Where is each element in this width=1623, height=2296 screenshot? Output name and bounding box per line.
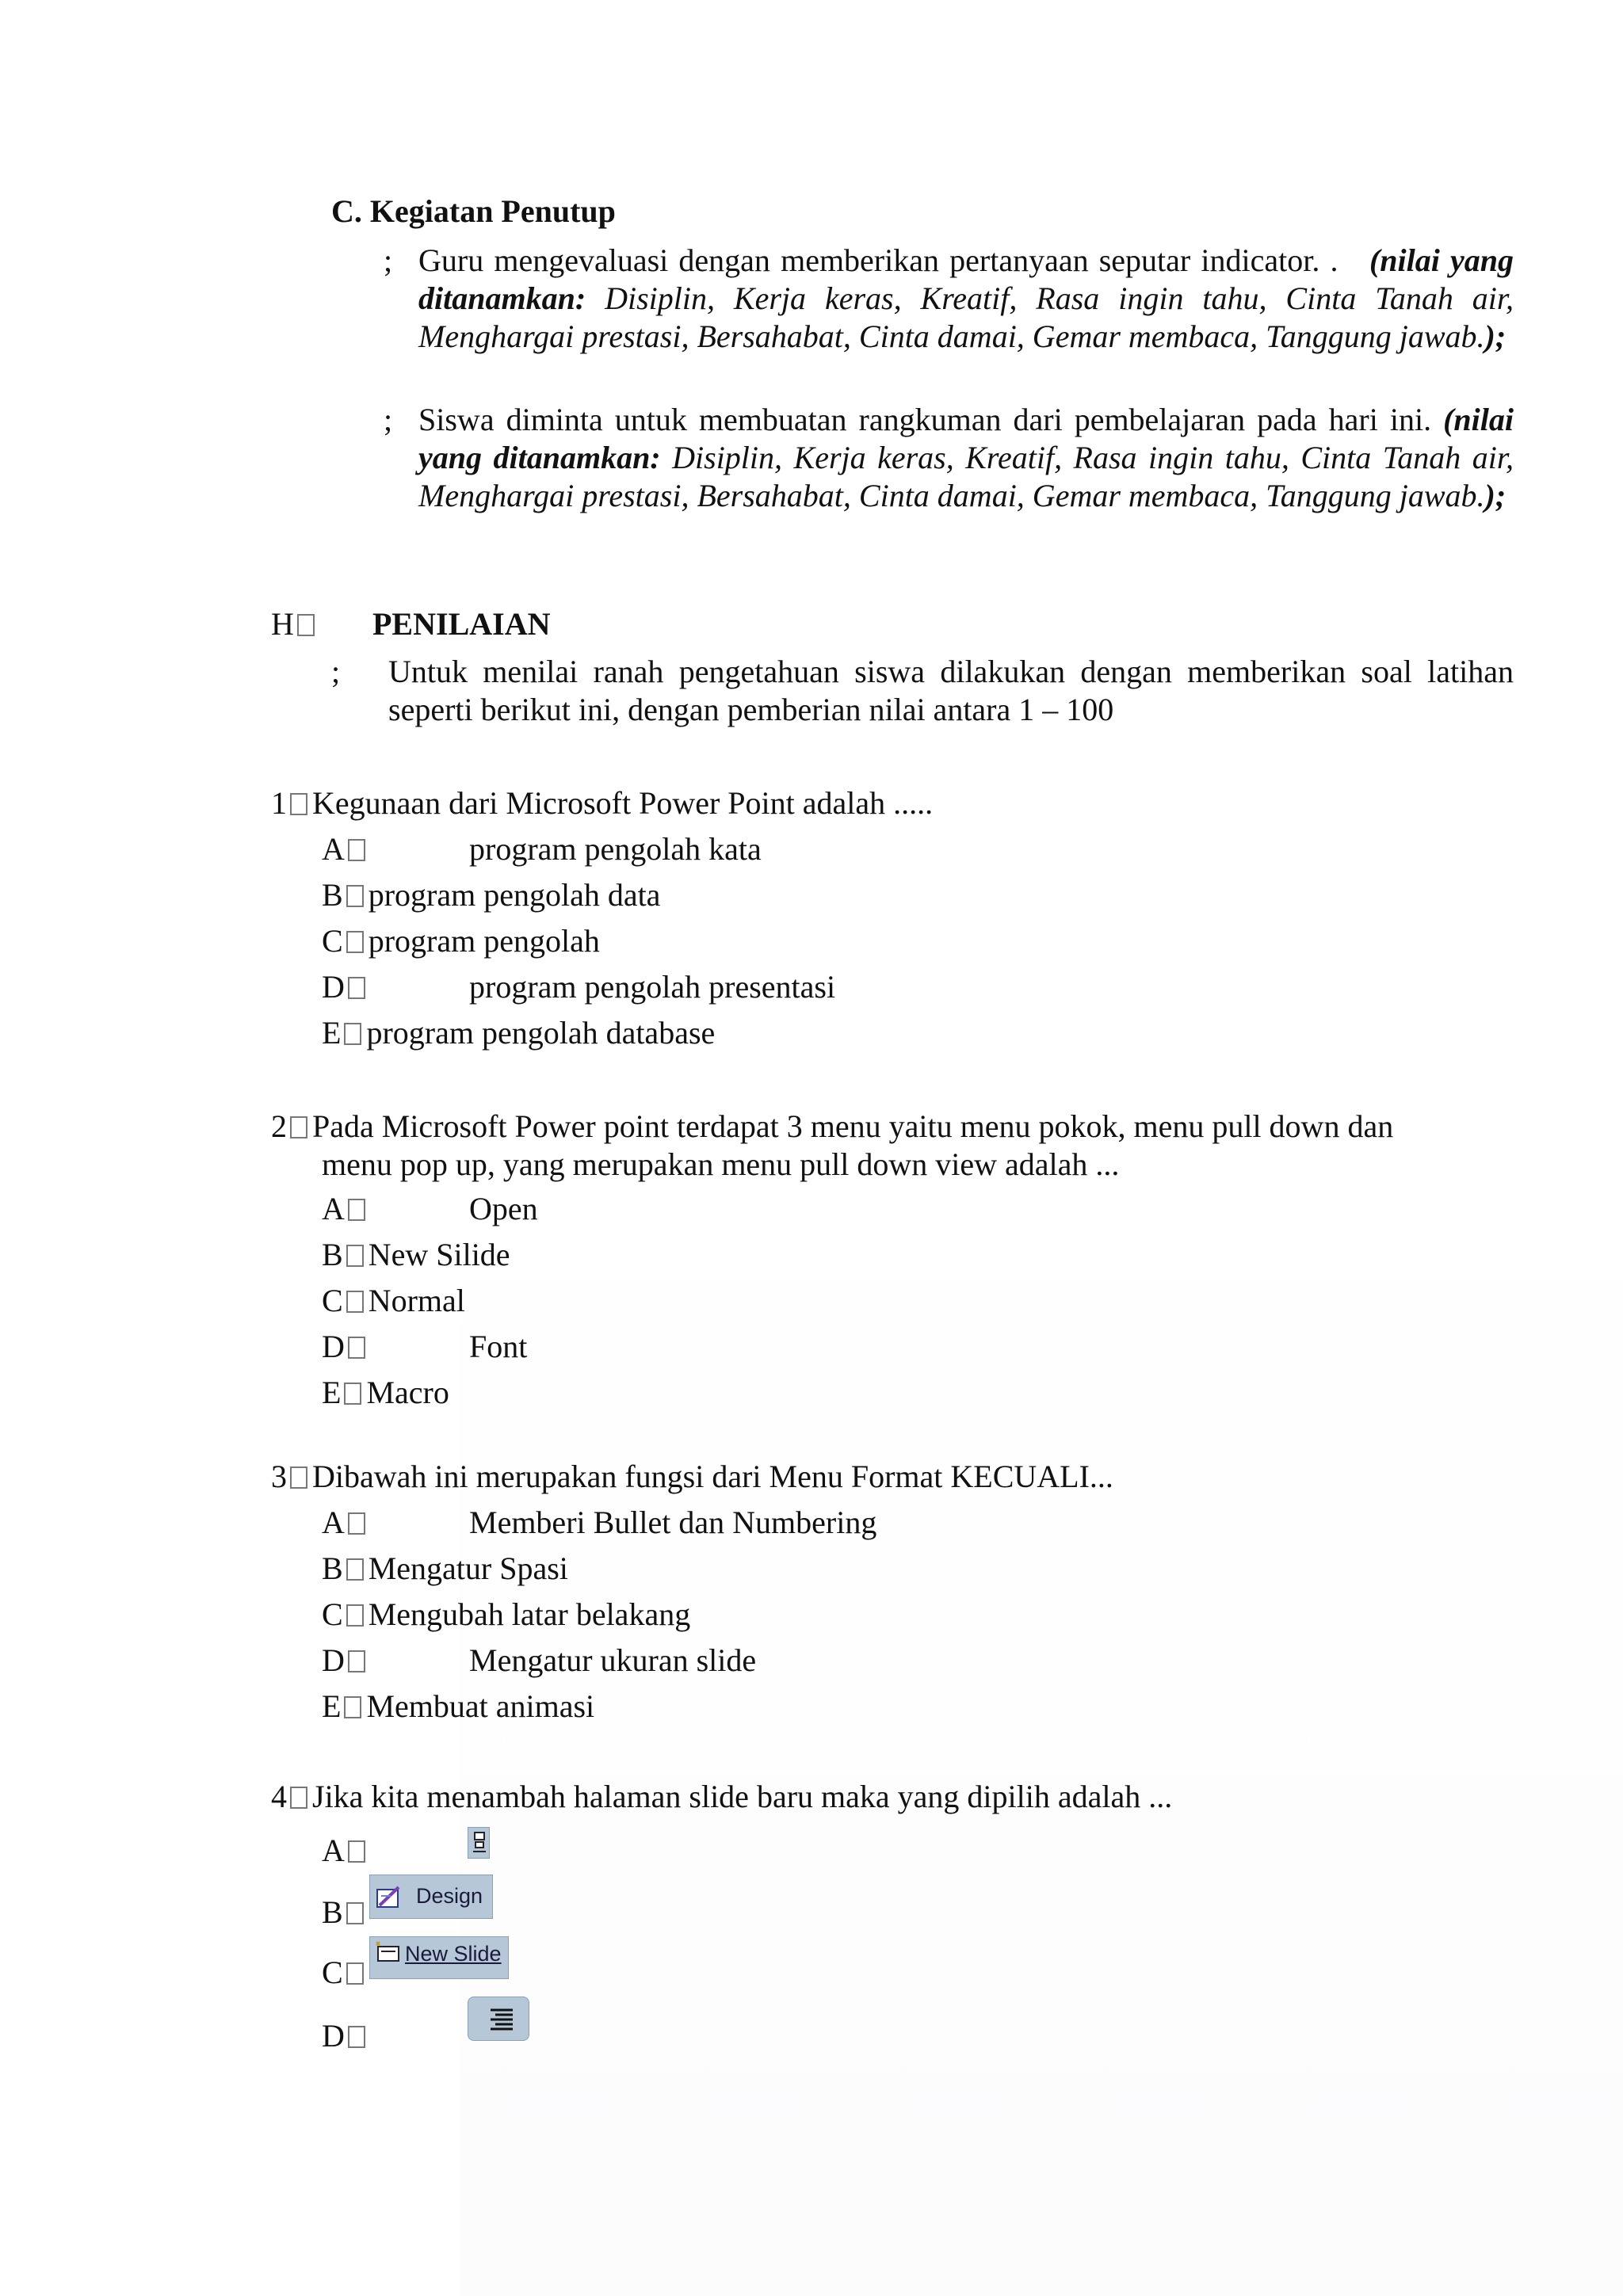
option-4c: C xyxy=(322,1954,369,1992)
placeholder-glyph xyxy=(290,1116,307,1138)
placeholder-glyph xyxy=(346,885,364,907)
placeholder-glyph xyxy=(290,793,307,815)
option-2d: D xyxy=(322,1328,370,1366)
placeholder-glyph xyxy=(348,2026,365,2048)
option-4d: D xyxy=(322,2017,370,2055)
closing-item-2-close: ); xyxy=(1484,478,1507,513)
placeholder-glyph xyxy=(346,931,364,953)
option-2d-text: Font xyxy=(469,1329,528,1364)
small-slide-icon xyxy=(468,1827,490,1859)
placeholder-glyph xyxy=(346,1245,364,1267)
option-3a: A xyxy=(322,1504,370,1542)
option-1a-text: program pengolah kata xyxy=(469,831,762,867)
closing-item-1-values-label: (nilai yang ditanamkan: xyxy=(418,242,1514,316)
placeholder-glyph xyxy=(290,1787,307,1809)
option-2a: A xyxy=(322,1190,370,1228)
assessment-heading: PENILAIAN xyxy=(372,606,551,642)
option-2e: E Macro xyxy=(322,1375,449,1410)
assessment-letter: H xyxy=(271,605,319,643)
closing-item-1 xyxy=(418,242,1514,356)
closing-item-1-close: ); xyxy=(1484,318,1507,354)
option-1b: B program pengolah data xyxy=(322,877,661,913)
closing-item-1-lead: Guru mengevaluasi dengan memberikan pertanyaan seputar indicator. . xyxy=(418,242,1338,278)
bullet-mark: ; xyxy=(384,402,393,437)
option-3d-text: Mengatur ukuran slide xyxy=(469,1642,757,1678)
placeholder-glyph xyxy=(344,1383,361,1405)
placeholder-glyph xyxy=(348,839,365,861)
option-3b: B Mengatur Spasi xyxy=(322,1550,568,1586)
placeholder-glyph xyxy=(348,977,365,999)
placeholder-glyph xyxy=(346,1902,364,1924)
question-4: 4 Jika kita menambah halaman slide baru maka yang dipilih adalah ... xyxy=(271,1779,1173,1814)
option-3a-text: Memberi Bullet dan Numbering xyxy=(469,1505,877,1540)
new-slide-button-icon xyxy=(369,1936,509,1979)
design-button-label: Design xyxy=(416,1884,483,1908)
closing-item-2-values-label: (nilai yang ditanamkan: xyxy=(418,402,1514,475)
option-2c: C Normal xyxy=(322,1283,465,1318)
question-2: 2 Pada Microsoft Power point terdapat 3 menu yaitu menu pokok, menu pull down dan xyxy=(271,1108,1394,1144)
option-2b: B New Silide xyxy=(322,1237,510,1272)
placeholder-glyph xyxy=(344,1023,361,1045)
placeholder-glyph xyxy=(348,1650,365,1672)
placeholder-glyph xyxy=(348,1840,365,1863)
option-3d: D xyxy=(322,1642,370,1680)
placeholder-glyph xyxy=(297,614,315,636)
question-2-line-2: menu pop up, yang merupakan menu pull down view adalah ... xyxy=(322,1146,1120,1182)
option-4b: B xyxy=(322,1894,369,1932)
align-lines-icon xyxy=(468,1997,529,2041)
closing-item-2 xyxy=(418,401,1514,515)
option-3c: C Mengubah latar belakang xyxy=(322,1596,691,1632)
placeholder-glyph xyxy=(346,1604,364,1627)
option-4a: A xyxy=(322,1832,370,1870)
new-slide-button-label: New Slide xyxy=(405,1942,502,1966)
placeholder-glyph xyxy=(344,1696,361,1718)
placeholder-glyph xyxy=(346,1558,364,1581)
placeholder-glyph xyxy=(346,1962,364,1985)
bullet-mark: ; xyxy=(331,654,341,689)
option-1d-text: program pengolah presentasi xyxy=(469,969,836,1005)
placeholder-glyph xyxy=(290,1466,307,1489)
question-3: 3 Dibawah ini merupakan fungsi dari Menu Format KECUALI... xyxy=(271,1459,1113,1494)
placeholder-glyph xyxy=(348,1199,365,1221)
placeholder-glyph xyxy=(348,1512,365,1535)
closing-item-2-values: Disiplin, Kerja keras, Kreatif, Rasa ingin tahu, Cinta Tanah air, Menghargai prestasi, Bersahabat, Cinta damai, Gemar membaca, Tanggung jawab. xyxy=(418,440,1514,513)
closing-heading: C. Kegiatan Penutup xyxy=(331,193,616,229)
assessment-intro: Untuk menilai ranah pengetahuan siswa dilakukan dengan memberikan soal latihan seperti berikut ini, dengan pemberian nilai antara 1 – 100 xyxy=(388,654,1514,727)
option-3e: E Membuat animasi xyxy=(322,1688,595,1724)
option-1c: C program pengolah xyxy=(322,923,600,959)
placeholder-glyph xyxy=(346,1291,364,1313)
bullet-mark: ; xyxy=(384,242,393,278)
option-2a-text: Open xyxy=(469,1191,538,1226)
question-1: 1 Kegunaan dari Microsoft Power Point adalah ..... xyxy=(271,785,934,821)
option-1e: E program pengolah database xyxy=(322,1015,716,1051)
design-button-icon xyxy=(369,1875,493,1919)
closing-item-2-lead: Siswa diminta untuk membuatan rangkuman dari pembelajaran pada hari ini. xyxy=(418,402,1432,437)
option-1a: A xyxy=(322,830,370,868)
closing-item-1-values: Disiplin, Kerja keras, Kreatif, Rasa ingin tahu, Cinta Tanah air, Menghargai prestasi, Bersahabat, Cinta damai, Gemar membaca, Tanggung jawab. xyxy=(418,280,1514,354)
placeholder-glyph xyxy=(348,1337,365,1359)
option-1d: D xyxy=(322,968,370,1006)
